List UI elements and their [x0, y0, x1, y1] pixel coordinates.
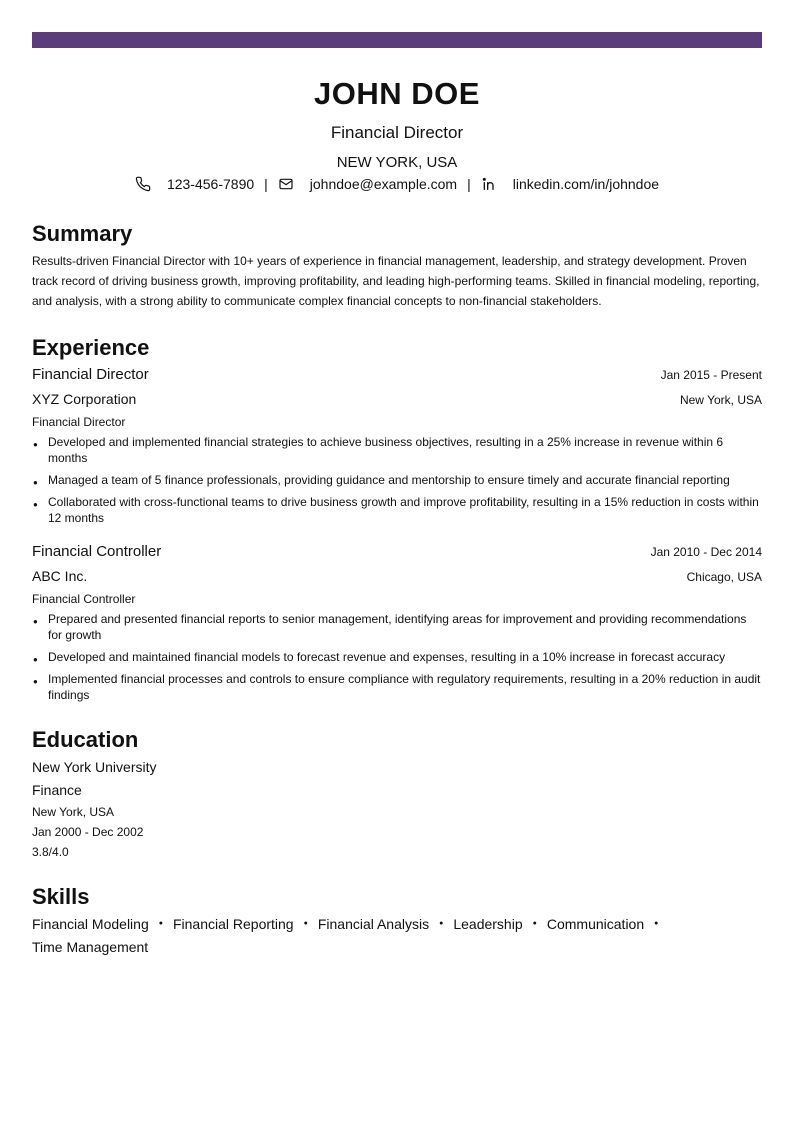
- job-bullet: ● Developed and implemented financial strategies to achieve business objectives, resulting in a 25% increase in revenue within 6 months: [32, 434, 762, 466]
- linkedin-icon: [481, 176, 497, 192]
- candidate-title: Financial Director: [330, 123, 464, 142]
- education-field: Finance: [32, 782, 82, 798]
- education-location: New York, USA: [32, 805, 115, 819]
- job-title: Financial Controller: [32, 543, 162, 560]
- job-role: Financial Director: [32, 415, 126, 429]
- section-heading-education: Education: [32, 727, 139, 752]
- job-bullet: ● Prepared and presented financial reports to senior management, identifying areas for improvement and providing recommendations for growth: [32, 611, 762, 643]
- job-company: ABC Inc.: [32, 568, 88, 584]
- skills-list: [32, 914, 682, 957]
- job-bullets: [32, 611, 762, 703]
- skill-item: [32, 937, 148, 957]
- candidate-name: JOHN DOE: [314, 76, 480, 111]
- education-dates: Jan 2000 - Dec 2002: [32, 825, 144, 839]
- skills-section: [32, 884, 762, 957]
- skill-label: Leadership: [453, 916, 523, 932]
- linkedin-link[interactable]: linkedin.com/in/johndoe: [512, 176, 660, 192]
- job-entry: [32, 365, 762, 526]
- job-dates: Jan 2015 - Present: [660, 368, 762, 382]
- skill-label: Communication: [546, 916, 645, 932]
- job-bullet: ● Developed and maintained financial models to forecast revenue and expenses, resulting in a 10% increase in forecast accuracy: [32, 649, 762, 665]
- skill-separator-dot: ●: [158, 920, 163, 927]
- job-location: New York, USA: [679, 393, 762, 407]
- job-bullet: ● Collaborated with cross-functional teams to drive business growth and improve profitability, resulting in a 15% reduction in costs within 12 months: [32, 494, 762, 526]
- education-school: New York University: [32, 759, 157, 775]
- phone-number[interactable]: 123-456-7890: [166, 176, 255, 192]
- section-heading-experience: Experience: [32, 335, 150, 360]
- job-header-row: [32, 365, 762, 385]
- section-heading-skills: Skills: [32, 884, 90, 909]
- skill-separator-dot: ●: [303, 920, 308, 927]
- resume-header: [32, 76, 762, 193]
- job-company: XYZ Corporation: [32, 391, 137, 407]
- job-company-row: [32, 389, 762, 410]
- job-entry: [32, 542, 762, 703]
- summary-section: [32, 221, 762, 311]
- skill-item: [173, 914, 318, 934]
- skill-label: Financial Analysis: [317, 916, 430, 932]
- skill-label: Financial Modeling: [32, 916, 149, 932]
- skill-label: Time Management: [32, 939, 149, 955]
- skill-separator-dot: ●: [654, 920, 659, 927]
- job-bullets: [32, 434, 762, 526]
- contact-separator: |: [467, 176, 471, 192]
- job-company-row: [32, 566, 762, 587]
- job-bullet: ● Implemented financial processes and controls to ensure compliance with regulatory requirements, resulting in a 20% reduction in audit findings: [32, 671, 762, 703]
- education-section: [32, 727, 762, 860]
- email-link[interactable]: johndoe@example.com: [309, 176, 458, 192]
- job-location: Chicago, USA: [686, 570, 762, 584]
- skill-item: [318, 914, 454, 934]
- skill-separator-dot: ●: [439, 920, 444, 927]
- skill-label: Financial Reporting: [172, 916, 294, 932]
- summary-text: Results-driven Financial Director with 10+ years of experience in financial management, leadership, and strategy development. Proven track record of driving business growth, improving profitability, and leading high-performing teams. Skilled in financial modeling, reporting, and analysis, with a strong ability to communicate complex financial concepts to non-financial stakeholders.: [32, 254, 760, 308]
- skill-separator-dot: ●: [532, 920, 537, 927]
- experience-section: [32, 335, 762, 703]
- skill-item: [32, 914, 173, 934]
- job-header-row: [32, 542, 762, 562]
- phone-icon: [135, 176, 151, 192]
- job-dates: Jan 2010 - Dec 2014: [650, 545, 762, 559]
- contact-line: [32, 175, 762, 193]
- skill-item: [547, 914, 669, 934]
- candidate-location: NEW YORK, USA: [336, 154, 458, 171]
- job-title: Financial Director: [32, 366, 149, 383]
- skill-item: [453, 914, 547, 934]
- contact-separator: |: [264, 176, 268, 192]
- section-heading-summary: Summary: [32, 221, 133, 246]
- accent-bar: [32, 32, 762, 48]
- resume-page: [32, 32, 762, 957]
- job-role: Financial Controller: [32, 592, 136, 606]
- education-gpa: 3.8/4.0: [32, 845, 69, 859]
- job-bullet: ● Managed a team of 5 finance professionals, providing guidance and mentorship to ensure timely and accurate financial reporting: [32, 472, 762, 488]
- mail-icon: [278, 176, 294, 192]
